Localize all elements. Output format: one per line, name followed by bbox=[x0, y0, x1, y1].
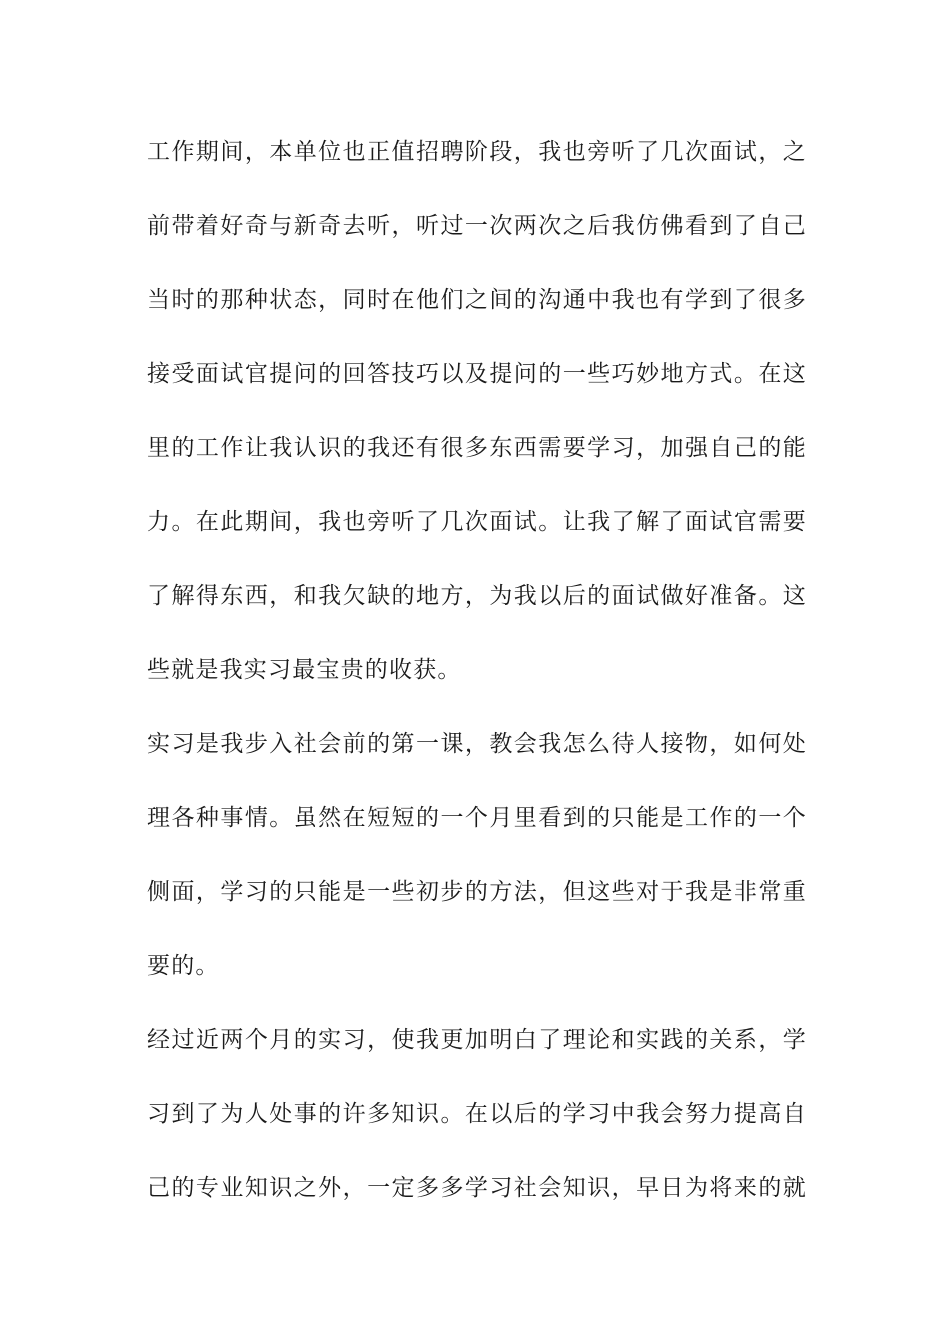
text-line: 些就是我实习最宝贵的收获。 bbox=[147, 657, 462, 683]
text-line: 里的工作让我认识的我还有很多东西需要学习，加强自己的能 bbox=[147, 435, 807, 461]
text-line: 习到了为人处事的许多知识。在以后的学习中我会努力提高自 bbox=[147, 1101, 807, 1127]
text-line: 当时的那种状态，同时在他们之间的沟通中我也有学到了很多 bbox=[147, 287, 807, 313]
text-line: 侧面，学习的只能是一些初步的方法，但这些对于我是非常重 bbox=[147, 879, 807, 905]
text-line: 接受面试官提问的回答技巧以及提问的一些巧妙地方式。在这 bbox=[147, 361, 807, 387]
text-line: 实习是我步入社会前的第一课，教会我怎么待人接物，如何处 bbox=[147, 731, 807, 757]
text-line: 理各种事情。虽然在短短的一个月里看到的只能是工作的一个 bbox=[147, 805, 807, 831]
text-line: 要的。 bbox=[147, 953, 220, 979]
text-line: 工作期间，本单位也正值招聘阶段，我也旁听了几次面试，之 bbox=[147, 139, 807, 165]
text-line: 力。在此期间，我也旁听了几次面试。让我了解了面试官需要 bbox=[147, 509, 807, 535]
text-line: 经过近两个月的实习，使我更加明白了理论和实践的关系，学 bbox=[147, 1027, 807, 1053]
text-line: 了解得东西，和我欠缺的地方，为我以后的面试做好准备。这 bbox=[147, 583, 807, 609]
text-line: 前带着好奇与新奇去听，听过一次两次之后我仿佛看到了自己 bbox=[147, 213, 807, 239]
text-line: 己的专业知识之外，一定多多学习社会知识，早日为将来的就 bbox=[147, 1175, 807, 1201]
